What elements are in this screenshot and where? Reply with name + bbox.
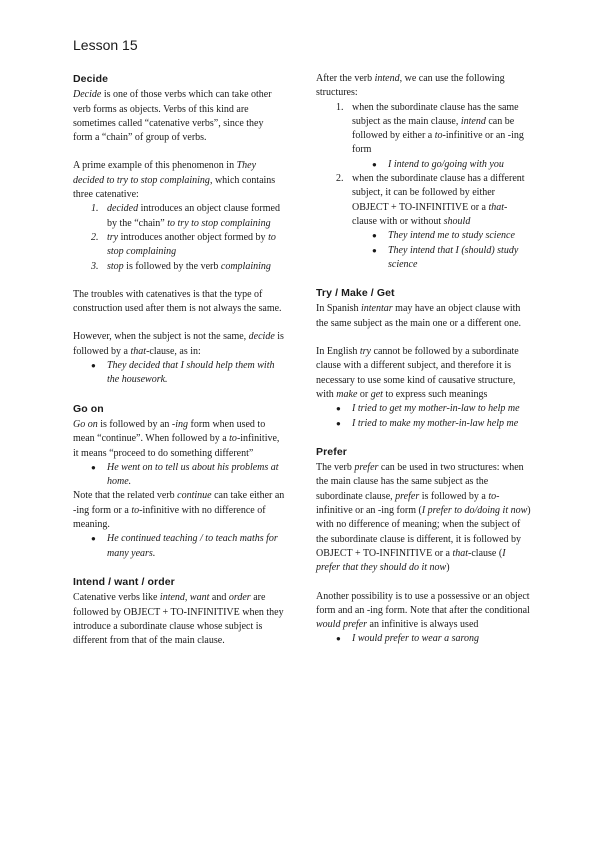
- decide-paragraph-1: Decide is one of those verbs which can take other verb forms as objects. Verbs of this kind are sometimes called “catenative verbs”, since they form a “chain” of group of verbs.: [73, 89, 272, 144]
- heading-go-on: Go on: [73, 402, 104, 415]
- list-item: ● I would prefer to wear a sarong: [336, 633, 480, 645]
- catenative-list: [91, 202, 285, 273]
- list-item: 2. try introduces another object formed by to stop complaining: [91, 231, 276, 258]
- list-item: 2. when the subordinate clause has a different subject, it can be followed by either OBJECT + TO-INFINITIVE or a that-clause with or without should: [336, 173, 525, 227]
- prefer-paragraph-2: Another possibility is to use a possessive or an object form and an -ing form. Note that after the conditional would prefer an infinitive is always used: [316, 590, 530, 631]
- list-item: 1. decided introduces an object clause formed by the “chain” to try to stop complaining: [91, 203, 280, 229]
- list-item: ● I tried to get my mother-in-law to help me: [336, 403, 520, 415]
- list-item: ● They intend me to study science: [372, 230, 515, 242]
- list-item: ● He continued teaching / to teach maths for many years.: [91, 533, 278, 559]
- try-paragraph-2: In English try cannot be followed by a subordinate clause with a different subject, and therefore it is necessary to use some kind of causative structure, with make or get to express such meanings: [316, 346, 519, 400]
- page-title: Lesson 15: [73, 37, 138, 53]
- prefer-paragraph-1: The verb prefer can be used in two structures: when the main clause has the same subject as the subordinate clause, prefer is followed by a to-infinitive or an -ing form (I prefer to do/doing it now) with no difference of meaning; when the subject of the subordinate clause is different, it is followed by OBJECT + TO-INFINITIVE or a that-clause (I prefer that they should do it now): [316, 462, 531, 574]
- heading-prefer: Prefer: [316, 445, 347, 458]
- list-item: ● He went on to tell us about his problems at home.: [91, 461, 279, 488]
- heading-decide: Decide: [73, 73, 109, 85]
- list-item: ● They intend that I (should) study science: [372, 244, 519, 270]
- go-on-paragraph-2: Note that the related verb continue can take either an -ing form or a to-infinitive with no difference of meaning.: [73, 490, 285, 531]
- list-item: 3. stop is followed by the verb complaining: [91, 260, 271, 272]
- heading-intend-want-order: Intend / want / order: [73, 575, 175, 588]
- intend-paragraph-2: After the verb intend, we can use the following structures:: [316, 73, 505, 99]
- decide-paragraph-3: The troubles with catenatives is that the type of construction used after them is not always the same.: [73, 288, 282, 315]
- decide-paragraph-2: A prime example of this phenomenon in They decided to try to stop complaining, which contains three catenative:: [73, 160, 276, 201]
- try-paragraph-1: In Spanish intentar may have an object clause with the same subject as the main one or a different one.: [316, 303, 522, 329]
- heading-try-make-get: Try / Make / Get: [316, 287, 395, 300]
- list-item: ● I tried to make my mother-in-law help me: [336, 417, 519, 429]
- right-column: [316, 72, 531, 647]
- intend-paragraph-1: Catenative verbs like intend, want and order are followed by OBJECT + TO-INFINITIVE when they introduce a subordinate clause whose subject is different from that of the main clause.: [73, 592, 284, 647]
- decide-paragraph-4: However, when the subject is not the same, decide is followed by a that-clause, as in:: [73, 331, 284, 357]
- left-column: [73, 72, 285, 648]
- list-item: ● I intend to go/going with you: [372, 158, 504, 170]
- list-item: ● They decided that I should help them with the housework.: [91, 360, 275, 386]
- go-on-paragraph-1: Go on is followed by an -ing form when used to mean “continue”. When followed by a to-infinitive, it means “proceed to do something different”: [73, 418, 280, 459]
- intend-structures-list: [336, 101, 531, 273]
- list-item: 1. when the subordinate clause has the same subject as the main clause, intend can be followed by either a to-infinitive or an -ing form: [336, 101, 524, 156]
